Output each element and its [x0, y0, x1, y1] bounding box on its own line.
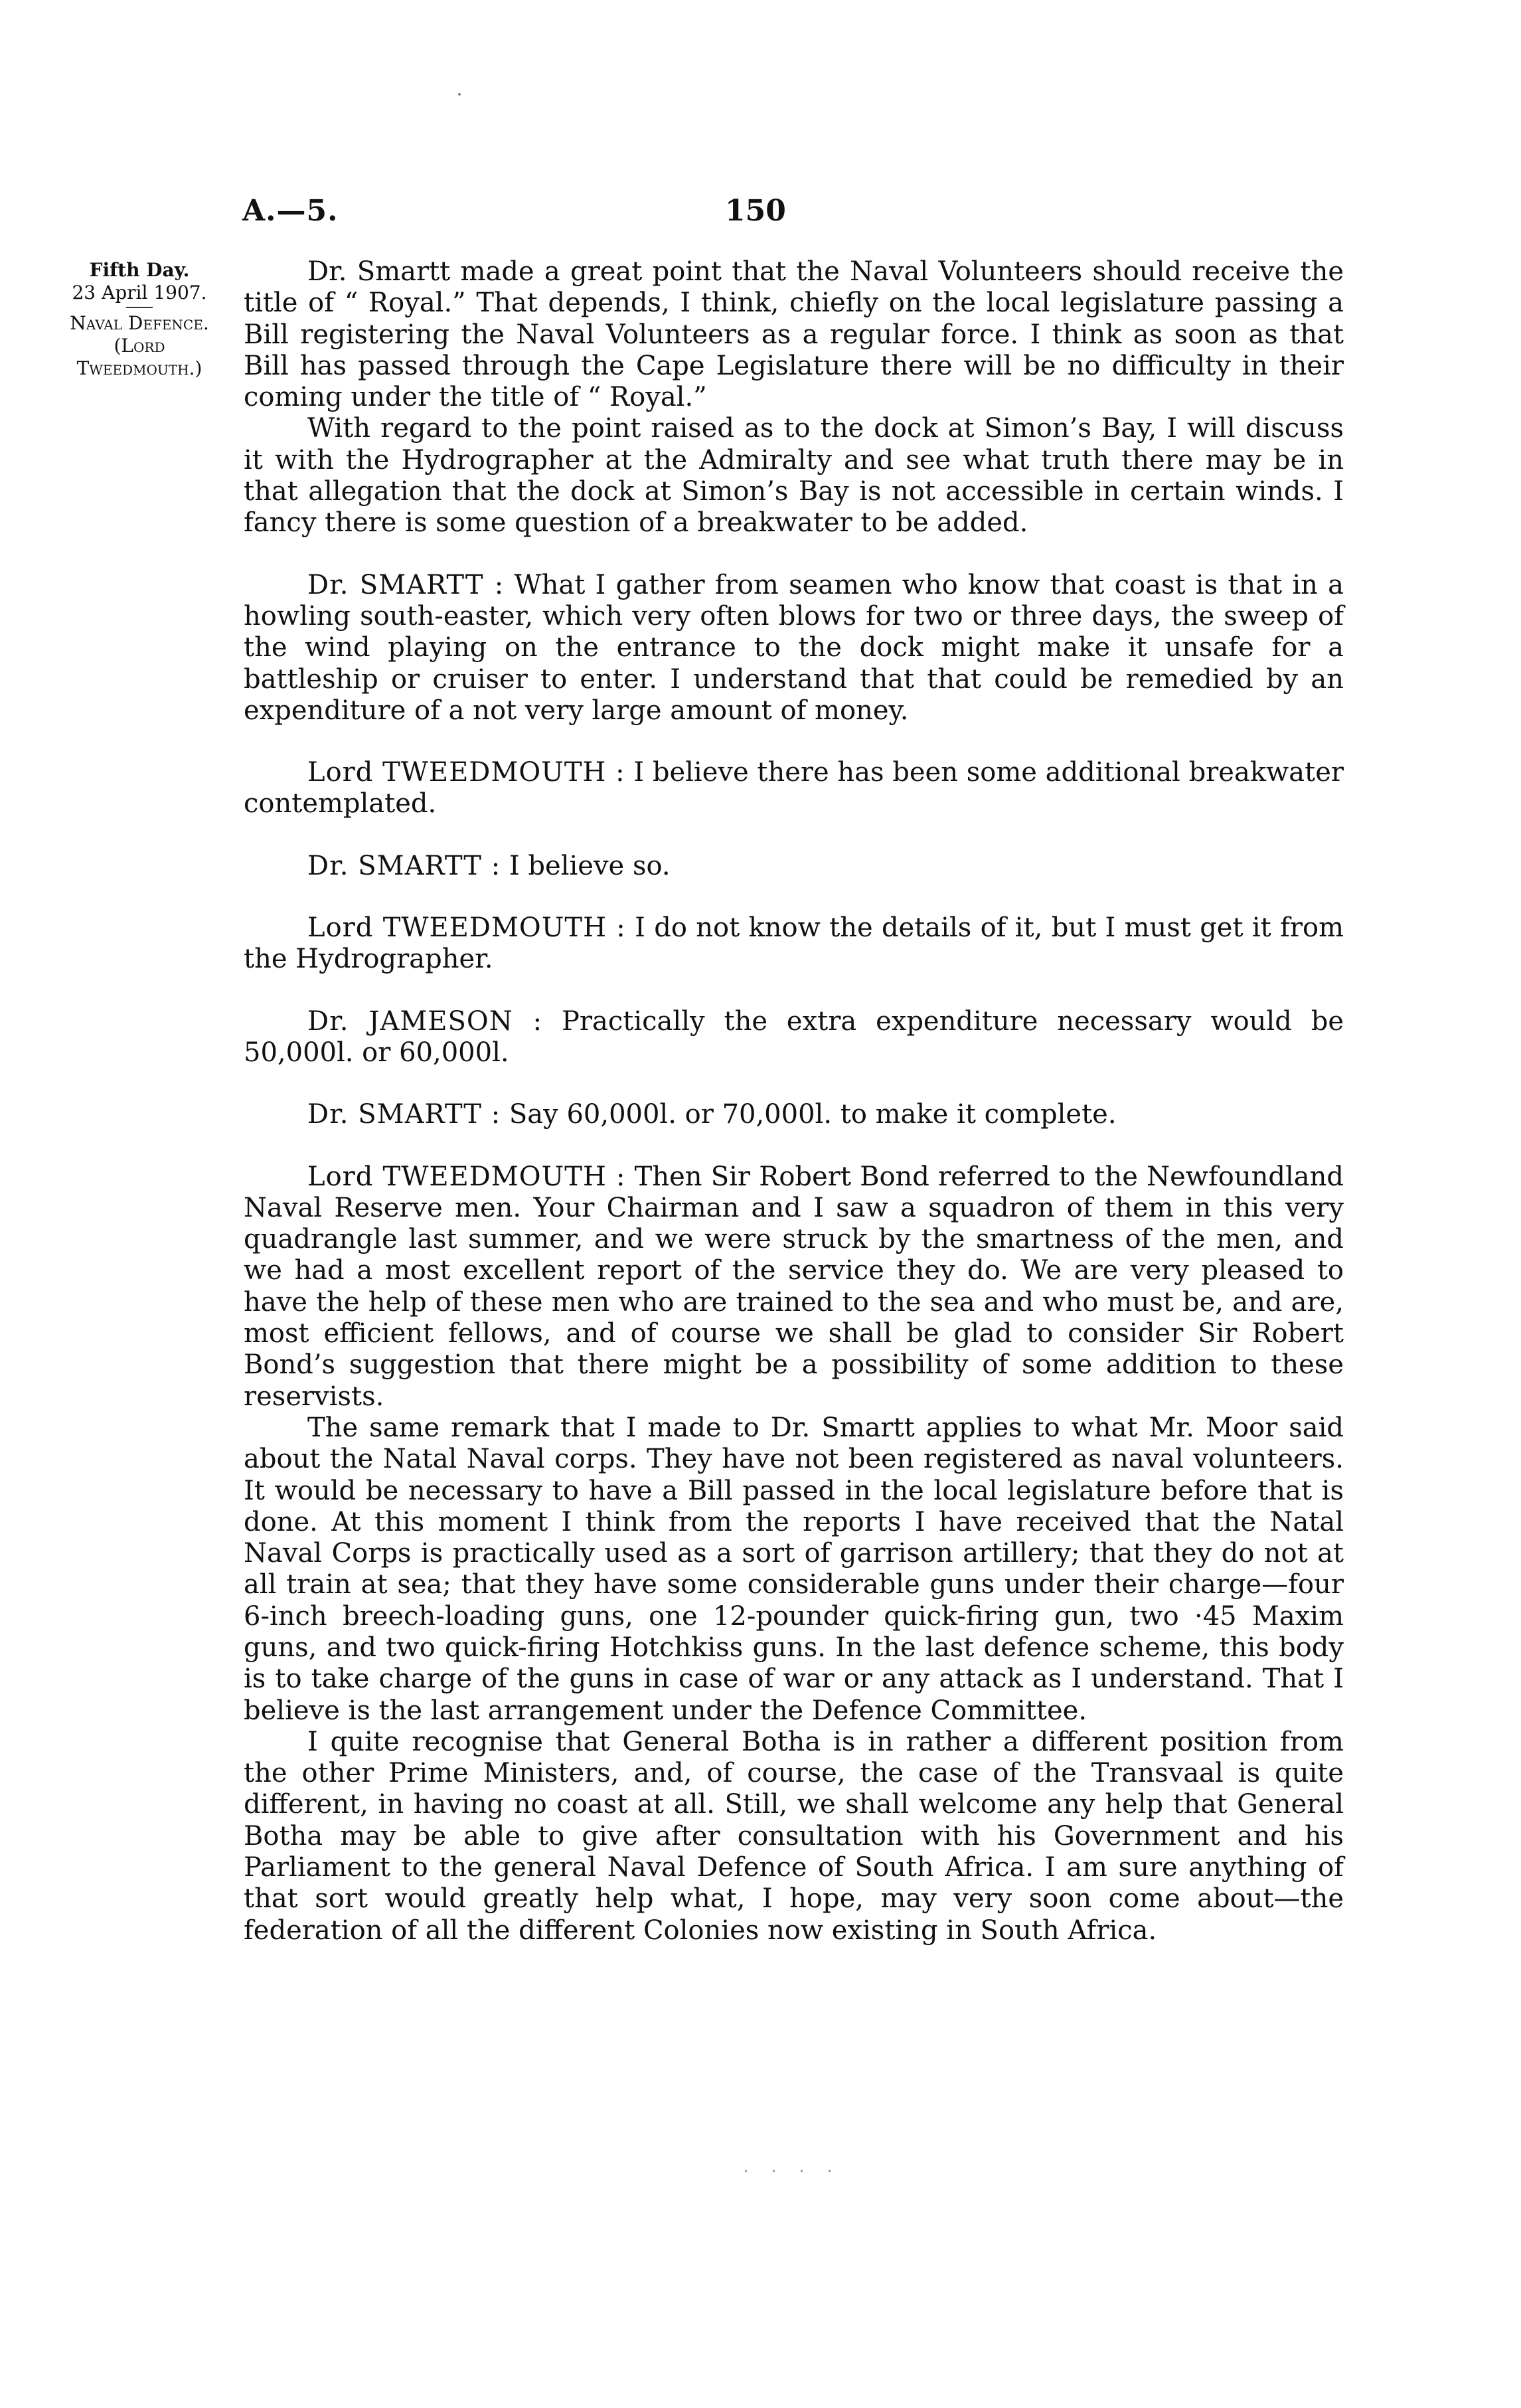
margin-date: 23 April 1907. — [72, 282, 207, 303]
speaker-name: Dr. JAMESON : — [307, 1005, 543, 1037]
paragraph-text: Then Sir Robert Bond referred to the Newfoundland Naval Reserve men. Your Chairman and I saw a squadron of them in this very quadrangle last summer, and we were struck by the smartness of the men, and we had a most excellent report of the service they do. We are very pleased to have the help of these men who are trained to the sea and who must be, and are, most efficient fellows, and of course we shall be glad to consider Sir Robert Bond’s suggestion that there might be a possibility of some addition to these reservists. — [244, 1161, 1344, 1412]
paragraph-text: I quite recognise that General Botha is in rather a different position from the other Prime Ministers, and, of course, the case of the Transvaal is quite different, in having no coast at all. Still, we shall welcome any help that General Botha may be able to give after consultation with his Government and his Parliament to the general Naval Defence of South Africa. I am sure anything of that sort would greatly help what, I hope, may very soon come about—the federation of all the different Colonies now existing in South Africa. — [244, 1726, 1344, 1946]
margin-note — [46, 259, 232, 380]
speaker-name: Lord TWEEDMOUTH : — [307, 912, 626, 944]
paragraph-text: I believe so. — [509, 850, 671, 881]
paragraph-text: I believe there has been some additional breakwater contemplated. — [244, 757, 1344, 819]
paragraph — [244, 256, 1344, 413]
paragraph — [244, 1161, 1344, 1413]
margin-speaker-line2: Tweedmouth.) — [76, 357, 202, 379]
page-speck — [458, 93, 461, 96]
margin-rule — [126, 307, 153, 308]
paragraph-text: What I gather from seamen who know that coast is that in a howling south-easter, which very often blows for two or three days, the sweep of the wind playing on the entrance to the dock might make it unsafe for a battleship or cruiser to enter. I understand that that could be remedied by an expenditure of a not very large amount of money. — [244, 569, 1344, 726]
paragraph — [244, 1099, 1344, 1130]
paragraph-text: I do not know the details of it, but I must get it from the Hydrographer. — [244, 912, 1344, 975]
paragraph — [244, 570, 1344, 727]
page-number: 150 — [725, 194, 786, 228]
paragraph-text: Practically the extra expenditure necessary would be 50,000l. or 60,000l. — [244, 1005, 1344, 1068]
body-text — [244, 256, 1344, 1946]
paragraph-text: Dr. Smartt made a great point that the Naval Volunteers should receive the title of “ Royal.” That depends, I think, chiefly on the local legislature passing a Bill registering the Naval Volunteers as a regular force. I think as soon as that Bill has passed through the Cape Legislature there will be no difficulty in their coming under the title of “ Royal.” — [244, 256, 1344, 413]
end-ornament: · · · · — [744, 2164, 841, 2180]
speaker-name: Dr. SMARTT : — [307, 569, 505, 600]
margin-day: Fifth Day. — [89, 259, 190, 281]
paragraph-text: Say 60,000l. or 70,000l. to make it complete. — [509, 1099, 1117, 1130]
paragraph — [244, 851, 1344, 882]
paragraph-text: The same remark that I made to Dr. Smartt applies to what Mr. Moor said about the Natal Naval corps. They have not been registered as naval volunteers. It would be necessary to have a Bill passed in the local legislature before that is done. At this moment I think from the reports I have received that the Natal Naval Corps is practically used as a sort of garrison artillery; that they do not at all train at sea; that they have some considerable guns under their charge—four 6-inch breech-loading guns, one 12-pounder quick-firing gun, two ·45 Maxim guns, and two quick-firing Hotchkiss guns. In the last defence scheme, this body is to take charge of the guns in case of war or any attack as I understand. That I believe is the last arrangement under the Defence Committee. — [244, 1412, 1344, 1726]
paragraph — [244, 912, 1344, 976]
speaker-name: Lord TWEEDMOUTH : — [307, 757, 625, 788]
paragraph — [244, 1006, 1344, 1069]
speaker-name: Lord TWEEDMOUTH : — [307, 1161, 626, 1192]
paragraph — [244, 1413, 1344, 1727]
speaker-name: Dr. SMARTT : — [307, 1099, 501, 1130]
paragraph-text: With regard to the point raised as to the dock at Simon’s Bay, I will discuss it with the Hydrographer at the Admiralty and see what truth there may be in that allegation that the dock at Simon’s Bay is not accessible in certain winds. I fancy there is some question of a breakwater to be added. — [244, 413, 1344, 539]
margin-topic: Naval Defence. — [70, 312, 209, 334]
paragraph — [244, 757, 1344, 820]
paragraph — [244, 413, 1344, 539]
margin-speaker-line1: (Lord — [114, 335, 165, 357]
speaker-name: Dr. SMARTT : — [307, 850, 501, 881]
document-reference: A.—5. — [242, 194, 339, 228]
paragraph — [244, 1727, 1344, 1946]
